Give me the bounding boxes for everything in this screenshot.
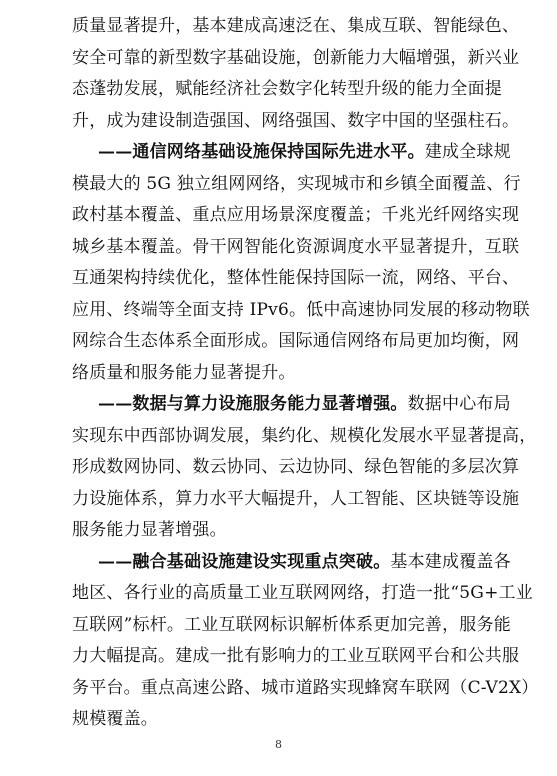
paragraph-1-line-3: 态蓬勃发展，赋能经济社会数字化转型升级的能力全面提: [72, 79, 502, 99]
paragraph-4-line-5: 务平台。重点高速公路、城市道路实现蜂窝车联网（C-V2X）: [72, 677, 539, 698]
paragraph-1-line-2: 安全可靠的新型数字基础设施，创新能力大幅增强，新兴业: [72, 47, 520, 68]
paragraph-2-line-2: 模最大的 5G 独立组网网络，实现城市和乡镇全面覆盖、行: [72, 173, 521, 194]
paragraph-2-line-4: 城乡基本覆盖。骨干网智能化资源调度水平显著提升，互联: [72, 236, 520, 257]
paragraph-4-heading: ——融合基础设施建设实现重点突破。: [98, 551, 391, 572]
paragraph-2-line-6: 应用、终端等全面支持 IPv6。低中高速协同发展的移动物联: [72, 299, 530, 320]
paragraph-3-first-line-text: 数据中心布局: [407, 394, 511, 414]
paragraph-2-line-8: 络质量和服务能力显著提升。: [72, 362, 296, 383]
paragraph-4-line-4: 力大幅提高。建成一批有影响力的工业互联网平台和公共服: [72, 646, 520, 666]
paragraph-3-line-4: 力设施体系，算力水平大幅提升，人工智能、区块链等设施: [72, 488, 520, 509]
page-number: 8: [275, 738, 282, 751]
paragraph-2-first-line: [98, 140, 511, 166]
paragraph-3-line-2: 实现东中西部协调发展，集约化、规模化发展水平显著提高，: [72, 425, 537, 446]
paragraph-2-heading: ——通信网络基础设施保持国际先进水平。: [98, 142, 425, 162]
paragraph-1-line-4: 升，成为建设制造强国、网络强国、数字中国的坚强柱石。: [72, 110, 520, 131]
paragraph-3-line-3: 形成数网协同、数云协同、云边协同、绿色智能的多层次算: [72, 457, 520, 477]
paragraph-3-line-5: 服务能力显著增强。: [72, 520, 227, 540]
paragraph-4-first-line-text: 基本建成覆盖各: [390, 551, 511, 572]
paragraph-4-first-line: [98, 550, 511, 576]
paragraph-4-line-6: 规模覆盖。: [72, 709, 158, 729]
paragraph-3-first-line: [98, 392, 511, 418]
paragraph-2-line-3: 政村基本覆盖、重点应用场景深度覆盖；千兆光纤网络实现: [72, 205, 520, 225]
paragraph-2-line-7: 网综合生态体系全面形成。国际通信网络布局更加均衡，网: [72, 331, 520, 351]
paragraph-2-first-line-text: 建成全球规: [424, 142, 511, 162]
paragraph-4-line-3: 互联网”标杆。工业互联网标识解析体系更加完善，服务能: [72, 614, 511, 635]
paragraph-2-line-5: 互通架构持续优化，整体性能保持国际一流，网络、平台、: [72, 268, 520, 288]
paragraph-3-heading: ——数据与算力设施服务能力显著增强。: [98, 394, 408, 414]
paragraph-4-line-2: 地区、各行业的高质量工业互联网网络，打造一批“5G+工业: [72, 583, 533, 603]
paragraph-1-line-1: 质量显著提升，基本建成高速泛在、集成互联、智能绿色、: [72, 16, 520, 36]
